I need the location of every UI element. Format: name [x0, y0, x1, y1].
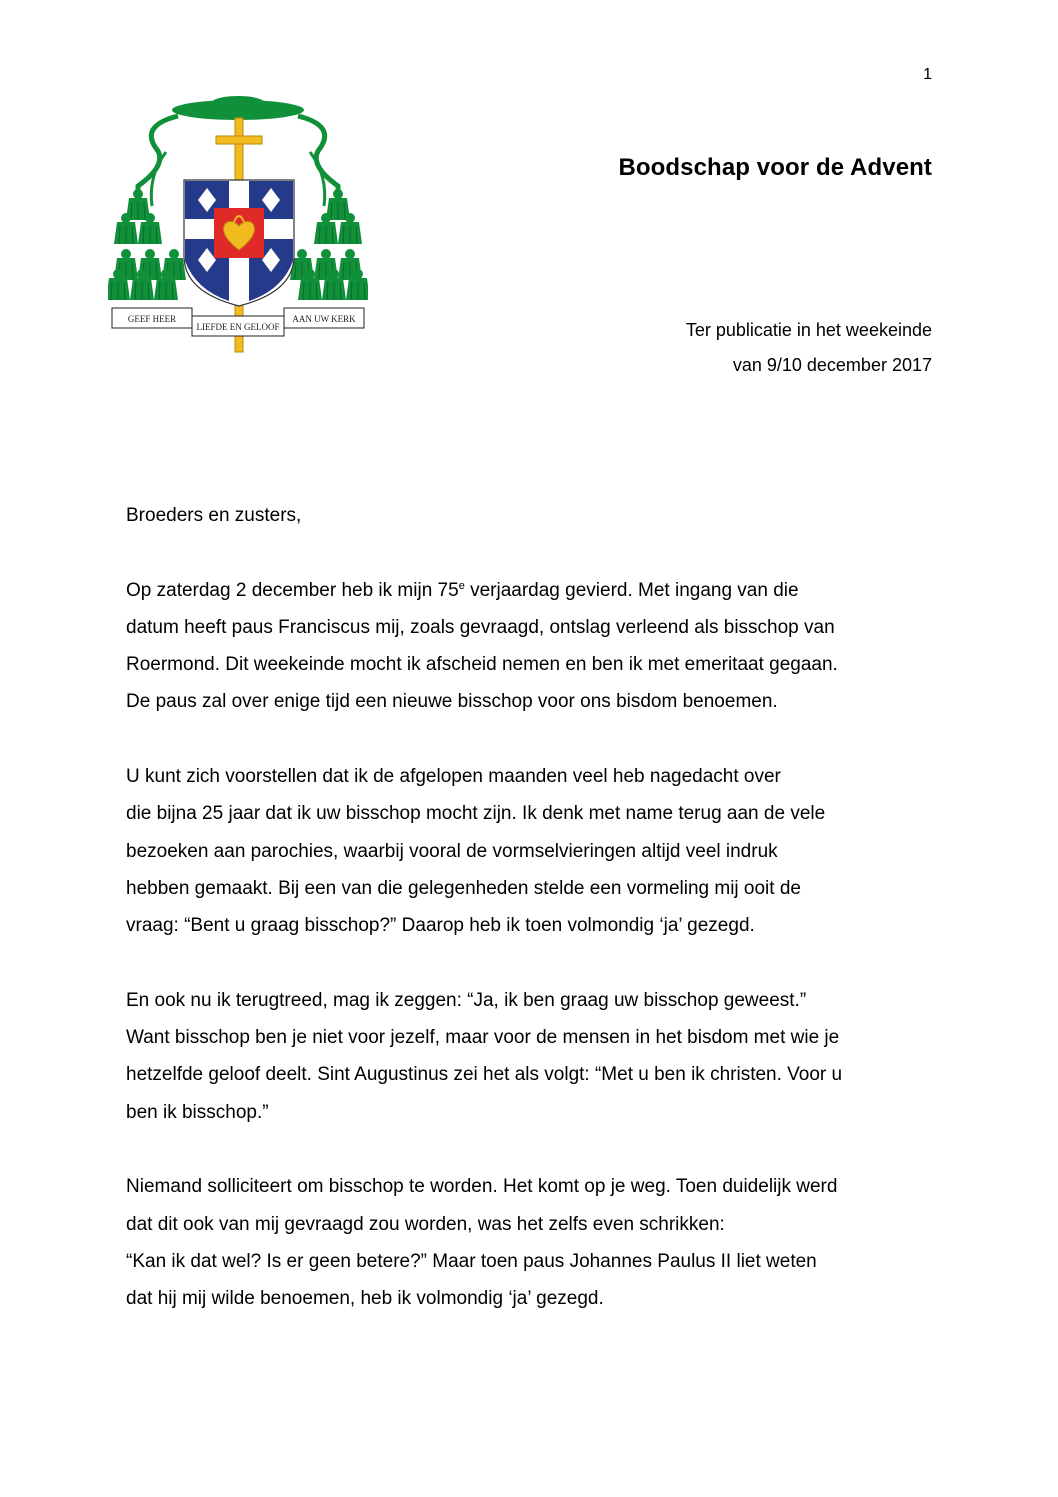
ordinal-superscript: e: [458, 579, 465, 592]
paragraph-4-line: Niemand solliciteert om bisschop te worden. Het komt op je weg. Toen duidelijk werd: [126, 1176, 838, 1198]
paragraph-4-line: dat dit ook van mij gevraagd zou worden, was het zelfs even schrikken:: [126, 1213, 725, 1235]
motto-left: GEEF HEER: [127, 314, 177, 324]
paragraph-2: [126, 758, 946, 944]
paragraph-1-line: datum heeft paus Franciscus mij, zoals gevraagd, ontslag verleend als bisschop van: [126, 616, 835, 638]
text-span: verjaardag gevierd. Met ingang van die: [464, 579, 799, 601]
publication-note: [686, 313, 932, 383]
paragraph-2-line: die bijna 25 jaar dat ik uw bisschop mocht zijn. Ik denk met name terug aan de vele: [126, 803, 826, 825]
paragraph-4: [126, 1168, 946, 1317]
paragraph-3-line: ben ik bisschop.”: [126, 1101, 269, 1123]
paragraph-3-line: Want bisschop ben je niet voor jezelf, maar voor de mensen in het bisdom met wie je: [126, 1027, 840, 1049]
paragraph-1-line: [126, 572, 946, 609]
paragraph-2-line: vraag: “Bent u graag bisschop?” Daarop heb ik toen volmondig ‘ja’ gezegd.: [126, 915, 755, 937]
motto-right: AAN UW KERK: [292, 314, 356, 324]
motto-center: LIEFDE EN GELOOF: [196, 322, 280, 332]
paragraph-1-line: De paus zal over enige tijd een nieuwe bisschop voor ons bisdom benoemen.: [126, 691, 778, 713]
paragraph-2-line: U kunt zich voorstellen dat ik de afgelopen maanden veel heb nagedacht over: [126, 766, 781, 788]
paragraph-3-line: En ook nu ik terugtreed, mag ik zeggen: “Ja, ik ben graag uw bisschop geweest.”: [126, 989, 807, 1011]
paragraph-1: [126, 572, 946, 721]
page-title: Boodschap voor de Advent: [618, 154, 932, 181]
publication-line-2: van 9/10 december 2017: [732, 355, 932, 375]
coat-of-arms-logo: [108, 96, 368, 358]
text-span: Op zaterdag 2 december heb ik mijn 75: [126, 579, 459, 601]
salutation: Broeders en zusters,: [126, 505, 302, 526]
paragraph-2-line: hebben gemaakt. Bij een van die gelegenheden stelde een vormeling mij ooit de: [126, 877, 801, 899]
paragraph-2-line: bezoeken aan parochies, waarbij vooral de vormselvieringen altijd veel indruk: [126, 840, 778, 862]
page-number: 1: [923, 66, 932, 83]
paragraph-4-line: dat hij mij wilde benoemen, heb ik volmondig ‘ja’ gezegd.: [126, 1288, 604, 1310]
paragraph-4-line: “Kan ik dat wel? Is er geen betere?” Maar toen paus Johannes Paulus II liet weten: [126, 1250, 817, 1272]
paragraph-3-line: hetzelfde geloof deelt. Sint Augustinus zei het als volgt: “Met u ben ik christen. Voor u: [126, 1064, 843, 1086]
publication-line-1: Ter publicatie in het weekeinde: [685, 320, 932, 340]
paragraph-1-line: Roermond. Dit weekeinde mocht ik afscheid nemen en ben ik met emeritaat gegaan.: [126, 654, 838, 676]
letter-body: [126, 497, 946, 1355]
paragraph-3: [126, 982, 946, 1131]
